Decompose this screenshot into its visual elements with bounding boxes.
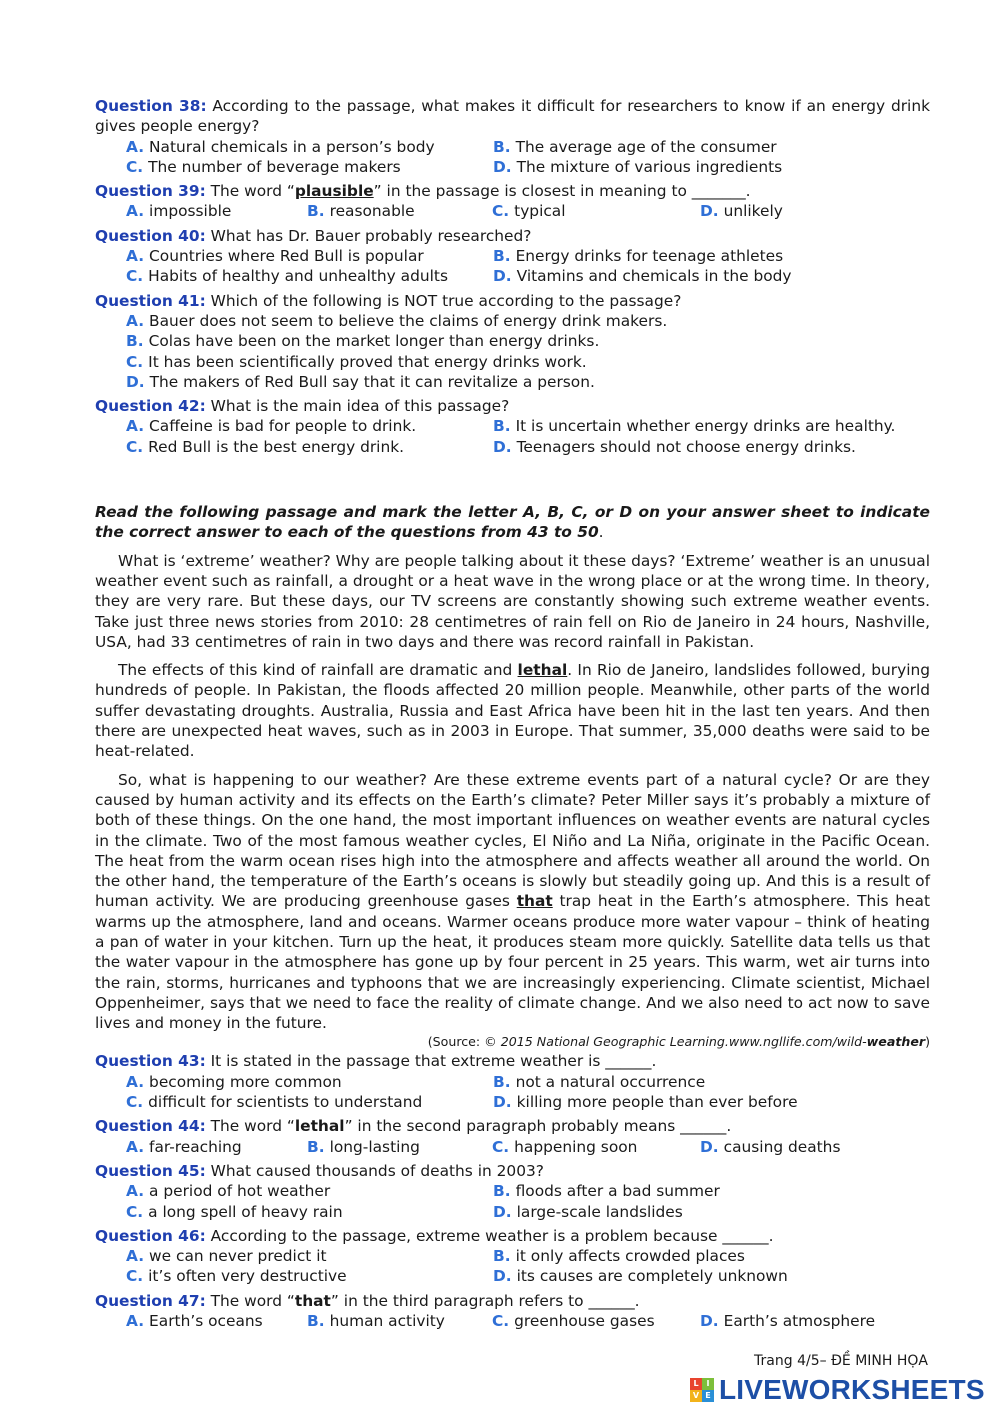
option-d[interactable]: D. Earth’s atmosphere (700, 1312, 876, 1331)
option-a[interactable]: A. Countries where Red Bull is popular (126, 247, 424, 266)
option-c[interactable]: C. happening soon (492, 1137, 638, 1156)
question-45 (95, 1161, 930, 1222)
option-c[interactable]: C. difficult for scientists to understand (126, 1093, 423, 1112)
option-d[interactable]: D. killing more people than ever before (493, 1093, 798, 1112)
question-text: It is stated in the passage that extreme weather is ______. (210, 1052, 657, 1071)
option-d[interactable]: D. Teenagers should not choose energy drinks. (493, 437, 856, 456)
option-d[interactable]: D. its causes are completely unknown (493, 1267, 788, 1286)
highlighted-word: lethal (294, 1117, 345, 1136)
question-40 (95, 226, 930, 287)
option-c[interactable]: C. Red Bull is the best energy drink. (126, 437, 405, 456)
option-c[interactable]: C. It has been scientifically proved that energy drinks work. (126, 352, 587, 371)
highlighted-word: plausible (294, 182, 374, 201)
liveworksheets-logo (690, 1375, 985, 1405)
option-a[interactable]: A. far-reaching (126, 1137, 242, 1156)
option-d[interactable]: D. unlikely (700, 202, 783, 221)
question-39: Question 39: The word “plausible” in the passage is closest in meaning to _______. A. impossible B. reasonable C. typical D. unlikely (95, 182, 783, 221)
option-d[interactable]: D. The makers of Red Bull say that it can revitalize a person. (126, 372, 595, 391)
question-label: Question 47: (95, 1291, 206, 1310)
option-d[interactable]: D. The mixture of various ingredients (493, 157, 783, 176)
passage-paragraph-3: So, what is happening to our weather? Are these extreme events part of a natural cycle? Or are they caused by human activity and its effects on the Earth’s climate? Peter Miller says it’s probably a mixture of both of these things. On the one hand, the most important influences on weather events are natural cycles in the climate. Two of the most famous weather cycles, El Niño and La Niña, originate in the Pacific Ocean. The heat from the warm ocean rises high into the atmosphere and affects weather all around the world. On the other hand, the temperature of the Earth’s oceans is slowly but steadily going up. And this is a result of human activity. We are producing greenhouse gases that trap heat in the Earth’s atmosphere. This heat warms up the atmosphere, land and oceans. Warmer oceans produce more water vapour – think of heating a pan of water in your kitchen. Turn up the heat, it produces steam more quickly. Satellite data tells us that the water vapour in the atmosphere has gone up by four percent in 25 years. This warm, wet air turns into the rain, storms, hurricanes and typhoons that we are increasingly experiencing. Climate scientist, Michael Oppenheimer, says that we need to face the reality of climate change. And we also need to act now to save lives and money in the future. (95, 770, 930, 1033)
question-43 (95, 1051, 930, 1112)
question-47: Question 47: The word “that” in the third paragraph refers to ______. A. Earth’s oceans B. human activity C. greenhouse gases D. Earth’s atmosphere (95, 1291, 876, 1331)
option-a[interactable]: A. becoming more common (126, 1072, 342, 1091)
question-text: What is the main idea of this passage? (210, 397, 510, 416)
question-text: According to the passage, what makes it difficult for researchers to know if an energy drink gives people energy? (95, 97, 930, 136)
option-b[interactable]: B. The average age of the consumer (493, 137, 777, 156)
option-b[interactable]: B. it only affects crowded places (493, 1247, 745, 1266)
option-c[interactable]: C. it’s often very destructive (126, 1267, 347, 1286)
option-a[interactable]: A. Natural chemicals in a person’s body (126, 137, 435, 156)
question-44: Question 44: The word “lethal” in the second paragraph probably means ______. A. far-reaching B. long-lasting C. happening soon D. causing deaths (95, 1117, 841, 1156)
highlighted-word: that (294, 1291, 331, 1310)
reading-instruction: Read the following passage and mark the letter A, B, C, or D on your answer sheet to indicate the correct answer to each of the questions from 43 to 50. (95, 503, 930, 542)
question-label: Question 42: (95, 397, 206, 416)
option-c[interactable]: C. Habits of healthy and unhealthy adults (126, 267, 448, 286)
option-c[interactable]: C. greenhouse gases (492, 1312, 655, 1331)
passage-paragraph-2: The effects of this kind of rainfall are dramatic and lethal. In Rio de Janeiro, landslides followed, burying hundreds of people. In Pakistan, the floods affected 20 million people. Meanwhile, other parts of the world suffer devastating droughts. Australia, Russia and East Africa have been hit in the last ten years. And then there are unexpected heat waves, such as in 2003 in Europe. That summer, 35,000 deaths were said to be heat-related. (95, 661, 931, 761)
question-label: Question 39: (95, 182, 206, 201)
option-b[interactable]: B. Energy drinks for teenage athletes (493, 247, 784, 266)
question-label: Question 45: (95, 1161, 206, 1180)
question-label: Question 41: (95, 291, 206, 310)
option-b[interactable]: B. reasonable (307, 202, 415, 221)
question-label: Question 44: (95, 1117, 206, 1136)
highlighted-word: that (516, 892, 553, 911)
option-a[interactable]: A. Caffeine is bad for people to drink. (126, 417, 417, 436)
option-c[interactable]: C. a long spell of heavy rain (126, 1202, 343, 1221)
option-a[interactable]: A. impossible (126, 202, 232, 221)
question-label: Question 46: (95, 1226, 206, 1245)
option-a[interactable]: A. Bauer does not seem to believe the claims of energy drink makers. (126, 311, 668, 330)
question-text: What has Dr. Bauer probably researched? (210, 226, 532, 245)
option-b[interactable]: B. floods after a bad summer (493, 1182, 720, 1201)
option-b[interactable]: B. Colas have been on the market longer than energy drinks. (126, 332, 600, 351)
option-b[interactable]: B. long-lasting (307, 1137, 420, 1156)
highlighted-word: lethal (517, 661, 568, 680)
worksheet-page (95, 96, 930, 1335)
logo-text: LIVEWORKSHEETS (719, 1374, 985, 1405)
option-b[interactable]: B. not a natural occurrence (493, 1072, 706, 1091)
question-42 (95, 396, 930, 457)
question-text: Which of the following is NOT true according to the passage? (210, 291, 682, 310)
question-text: What caused thousands of deaths in 2003? (210, 1161, 544, 1180)
question-46 (95, 1226, 930, 1287)
passage-source: (Source: © 2015 National Geographic Learning.www.ngllife.com/wild-weather) (427, 1034, 930, 1050)
question-41 (95, 291, 930, 392)
option-a[interactable]: A. we can never predict it (126, 1247, 327, 1266)
question-label: Question 40: (95, 226, 206, 245)
option-d[interactable]: D. causing deaths (700, 1137, 841, 1156)
option-a[interactable]: A. a period of hot weather (126, 1182, 331, 1201)
passage-paragraph-1: What is ‘extreme’ weather? Why are people talking about it these days? ‘Extreme’ weather is an unusual weather event such as rainfall, a drought or a heat wave in the wrong place or at the wrong time. In theory, they are very rare. But these days, our TV screens are constantly showing such extreme weather events. Take just three news stories from 2010: 28 centimetres of rain fell on Rio de Janeiro in 24 hours, Nashville, USA, had 33 centimetres of rain in two days and there was record rainfall in Pakistan. (95, 551, 930, 651)
option-d[interactable]: D. large-scale landslides (493, 1202, 683, 1221)
option-b[interactable]: B. It is uncertain whether energy drinks are healthy. (493, 417, 896, 436)
page-number-label: Trang 4/5– ĐỀ MINH HỌA (754, 1353, 928, 1369)
question-label: Question 38: (95, 97, 207, 115)
question-label: Question 43: (95, 1052, 206, 1071)
option-c[interactable]: C. typical (492, 202, 566, 221)
question-text: According to the passage, extreme weather is a problem because ______. (210, 1226, 774, 1245)
option-b[interactable]: B. human activity (307, 1312, 445, 1331)
option-d[interactable]: D. Vitamins and chemicals in the body (493, 267, 792, 286)
option-a[interactable]: A. Earth’s oceans (126, 1312, 263, 1331)
liveworksheets-logo-icon: L I V E (690, 1378, 714, 1402)
option-c[interactable]: C. The number of beverage makers (126, 157, 401, 176)
question-38 (95, 96, 930, 177)
